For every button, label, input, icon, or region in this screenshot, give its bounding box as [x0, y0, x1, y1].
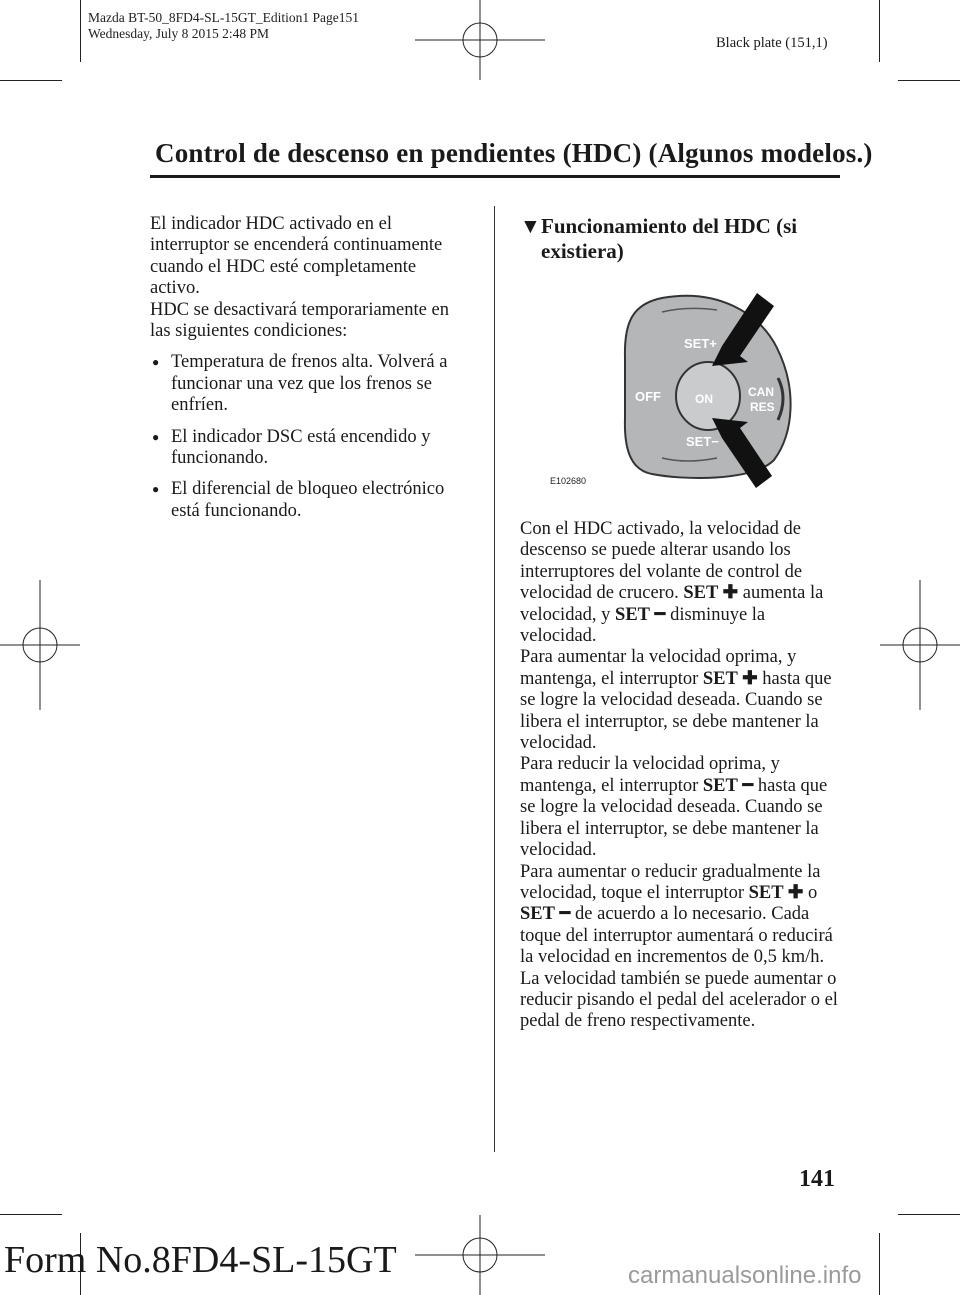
- doc-slug-line2: Wednesday, July 8 2015 2:48 PM: [88, 26, 270, 41]
- paragraph: HDC se desactivará temporariamente en las siguientes condiciones:: [150, 299, 449, 342]
- registration-target-top: [415, 0, 545, 80]
- watermark: carmanualsonline.info: [628, 1262, 862, 1289]
- text-run: Para reducir la velocidad oprima, y mantenga, el interruptor: [520, 754, 780, 796]
- set-plus-term: SET ✚: [683, 583, 739, 604]
- registration-target-bottom: [415, 1215, 545, 1295]
- section-heading: [520, 214, 840, 264]
- title-rule: [150, 175, 840, 178]
- set-plus-term: SET ✚: [702, 668, 758, 689]
- off-label: OFF: [635, 389, 661, 404]
- bullet-text: Temperatura de frenos alta. Volverá a funcionar una vez que los frenos se enfríen.: [171, 352, 448, 416]
- section-heading-text: Funcionamiento del HDC (si existiera): [541, 214, 798, 263]
- text-run: Para aumentar o reducir gradualmente la velocidad, toque el interruptor: [520, 861, 821, 903]
- page-number: 141: [799, 1166, 835, 1192]
- registration-target-right: [880, 580, 960, 710]
- doc-slug-line1: Mazda BT-50_8FD4-SL-15GT_Edition1 Page151: [88, 10, 359, 25]
- paragraph: El indicador HDC activado en el interruptor se encenderá continuamente cuando el HDC esté completamente activo.: [150, 214, 443, 299]
- bullet-item: [150, 427, 470, 470]
- paragraph: [520, 754, 845, 861]
- bullet-icon: ●: [152, 429, 160, 444]
- set-minus-term: SET ━: [615, 604, 666, 625]
- set-plus-term: SET ✚: [748, 882, 804, 903]
- paragraph: [520, 647, 845, 754]
- form-number: Form No.8FD4-SL-15GT: [4, 1239, 397, 1281]
- bullet-item: [150, 479, 470, 522]
- set-plus-label: SET+: [684, 336, 717, 351]
- left-column: [150, 214, 470, 522]
- triangle-down-icon: ▼: [520, 214, 541, 238]
- set-minus-term: SET ━: [520, 904, 571, 925]
- figure-code: E102680: [550, 476, 587, 486]
- set-minus-term: SET ━: [702, 775, 754, 796]
- doc-slug: [88, 10, 359, 42]
- bullet-item: [150, 352, 470, 416]
- right-column: [520, 519, 845, 1033]
- column-divider: [494, 206, 495, 1152]
- on-label: ON: [695, 392, 713, 406]
- res-label: RES: [750, 400, 775, 414]
- can-label: CAN: [748, 385, 774, 399]
- text-run: Para aumentar la velocidad oprima, y mantenga, el interruptor: [520, 647, 797, 689]
- bullet-icon: ●: [152, 355, 160, 370]
- black-plate-label: Black plate (151,1): [716, 35, 828, 51]
- text-run: hasta que se logre la velocidad deseada. Cuando se libera el interruptor, se debe mantener la velocidad.: [520, 668, 832, 754]
- bullet-text: El diferencial de bloqueo electrónico está funcionando.: [171, 479, 445, 521]
- text-run: aumenta la velocidad, y: [520, 583, 824, 625]
- text-run: o: [808, 882, 818, 903]
- set-minus-label: SET−: [686, 434, 719, 449]
- text-run: hasta que se logre la velocidad deseada. Cuando se libera el interruptor, se debe mantener la velocidad.: [520, 775, 828, 861]
- registration-target-left: [0, 580, 80, 710]
- text-run: Con el HDC activado, la velocidad de descenso se puede alterar usando los interruptores del volante de control de velocidad de crucero.: [520, 519, 803, 604]
- text-run: de acuerdo a lo necesario. Cada toque del interruptor aumentará o reducirá la velocidad en incrementos de 0,5 km/h.: [520, 904, 833, 968]
- bullet-icon: ●: [152, 482, 160, 497]
- paragraph: [520, 519, 845, 647]
- paragraph: [520, 862, 845, 969]
- page-title: Control de descenso en pendientes (HDC) (Algunos modelos.): [155, 138, 873, 168]
- cruise-switch-figure: [512, 288, 812, 493]
- text-run: disminuye la velocidad.: [520, 604, 766, 647]
- bullet-text: El indicador DSC está encendido y funcionando.: [171, 426, 431, 469]
- paragraph: La velocidad también se puede aumentar o reducir pisando el pedal del acelerador o el pedal de freno respectivamente.: [520, 968, 838, 1032]
